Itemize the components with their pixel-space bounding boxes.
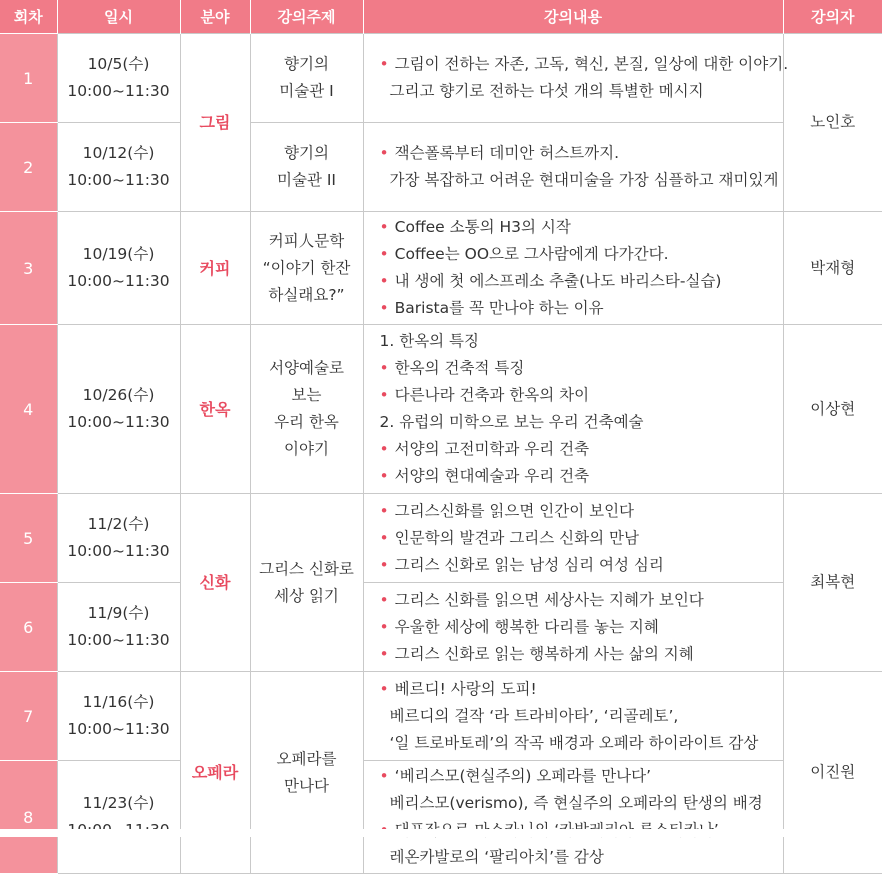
header-topic: 강의주제 <box>250 0 363 34</box>
session-date: 10/19(수) <box>82 245 155 263</box>
topic-line: 세상 읽기 <box>274 586 339 605</box>
field-label: 커피 <box>180 212 250 325</box>
content-text: 그리스 신화로 읽는 행복하게 사는 삶의 지혜 <box>394 644 694 663</box>
lecturer-name: 박재형 <box>783 212 882 325</box>
content-text: 베르디! 사랑의 도피! <box>394 679 537 698</box>
session-time: 10:00~11:30 <box>67 171 170 189</box>
field-label: 그림 <box>180 34 250 212</box>
content-text: 잭슨폴록부터 데미안 허스트까지. <box>394 144 620 162</box>
content-text: Coffee는 OO으로 그사람에게 다가간다. <box>394 245 669 263</box>
content-text: Barista를 꼭 만나야 하는 이유 <box>394 299 604 317</box>
content-line <box>380 268 783 295</box>
bullet-dot-icon: • <box>379 501 389 520</box>
content-line <box>380 790 783 817</box>
topic-cell <box>250 494 363 672</box>
bullet-dot-icon: • <box>379 299 389 317</box>
content-text: 레온카발로의 ‘팔리아치’를 감상 <box>389 848 604 866</box>
header-lecturer: 강의자 <box>783 0 882 34</box>
bullet-dot-icon: • <box>379 55 389 73</box>
session-datetime <box>57 672 180 761</box>
content-text: 그리스 신화를 읽으면 세상사는 지혜가 보인다 <box>394 590 704 609</box>
content-line <box>380 552 783 579</box>
content-cell <box>363 672 783 761</box>
session-time: 10:00~11:30 <box>67 413 170 431</box>
session-row <box>0 123 882 212</box>
content-line <box>380 730 783 757</box>
content-text: 인문학의 발견과 그리스 신화의 만남 <box>394 528 639 547</box>
content-text: 다른나라 건축과 한옥의 차이 <box>394 386 590 404</box>
lecturer-name: 노인호 <box>783 34 882 212</box>
session-row <box>0 583 882 672</box>
content-line <box>380 355 783 382</box>
content-cell <box>363 123 783 212</box>
content-text: 베리스모(verismo), 즉 현실주의 오페라의 탄생의 배경 <box>389 794 763 812</box>
topic-line: 서양예술로 <box>269 359 344 377</box>
content-line <box>380 295 783 322</box>
session-datetime <box>57 34 180 123</box>
content-line <box>379 51 789 78</box>
session-number: 4 <box>0 325 57 494</box>
content-line <box>380 525 783 552</box>
session-datetime <box>57 212 180 325</box>
content-line <box>380 614 783 641</box>
lecturer-name: 이상현 <box>783 325 882 494</box>
session-row <box>0 494 882 583</box>
bullet-dot-icon: • <box>379 440 389 458</box>
content-line <box>380 498 783 525</box>
topic-cell <box>250 34 363 123</box>
bullet-dot-icon: • <box>379 617 389 636</box>
topic-line: 만나다 <box>284 776 329 795</box>
session-date: 10/12(수) <box>82 144 155 162</box>
topic-line: 하실래요?” <box>268 285 345 304</box>
content-cell <box>363 325 783 494</box>
bullet-dot-icon: • <box>379 359 389 377</box>
session-datetime <box>57 761 180 874</box>
session-row <box>0 34 882 123</box>
topic-line: 향기의 <box>284 55 329 73</box>
content-text: 서양의 고전미학과 우리 건축 <box>394 440 590 458</box>
content-line <box>380 436 783 463</box>
topic-cell <box>250 123 363 212</box>
session-number: 3 <box>0 212 57 325</box>
content-text: 우울한 세상에 행복한 다리를 놓는 지혜 <box>394 617 659 636</box>
session-datetime <box>57 494 180 583</box>
content-text: 그리스신화를 읽으면 인간이 보인다 <box>394 501 635 520</box>
session-row <box>0 761 882 874</box>
topic-cell <box>250 212 363 325</box>
topic-line: 미술관 I <box>279 82 334 100</box>
session-datetime <box>57 123 180 212</box>
topic-line: 보는 <box>291 386 322 404</box>
content-text: 가장 복잡하고 어려운 현대미술을 가장 심플하고 재미있게 <box>389 171 779 189</box>
bullet-dot-icon: • <box>379 272 389 290</box>
content-text: ‘베리스모(현실주의) 오페라를 만나다’ <box>394 767 652 785</box>
field-label: 한옥 <box>180 325 250 494</box>
session-date: 11/2(수) <box>87 515 150 533</box>
content-line <box>380 167 783 194</box>
content-text: ‘일 트로바토레’의 작곡 배경과 오페라 하이라이트 감상 <box>389 733 759 752</box>
header-content: 강의내용 <box>363 0 783 34</box>
session-row <box>0 212 882 325</box>
content-line <box>380 676 783 703</box>
content-text: 내 생에 첫 에스프레소 추출(나도 바리스타-실습) <box>394 272 722 290</box>
session-date: 11/23(수) <box>82 794 155 812</box>
topic-line: 우리 한옥 <box>274 413 339 431</box>
field-label: 신화 <box>180 494 250 672</box>
bullet-dot-icon: • <box>379 528 389 547</box>
lecturer-name: 최복현 <box>783 494 882 672</box>
topic-cell <box>250 325 363 494</box>
session-date: 11/9(수) <box>87 604 150 622</box>
topic-line: 미술관 II <box>277 171 336 189</box>
bullet-dot-icon: • <box>379 245 389 263</box>
session-date: 11/16(수) <box>82 693 155 711</box>
session-number: 8 <box>0 761 57 874</box>
session-time: 10:00~11:30 <box>67 82 170 100</box>
lecturer-name: 이진원 <box>783 672 882 874</box>
session-time: 10:00~11:30 <box>67 542 170 560</box>
content-line <box>380 703 783 730</box>
content-text: 베르디의 걸작 ‘라 트라비아타’, ‘리골레토’, <box>389 706 679 725</box>
content-line <box>380 587 783 614</box>
content-line <box>380 78 783 105</box>
content-line <box>380 763 783 790</box>
content-text: 한옥의 건축적 특징 <box>394 359 525 377</box>
session-number: 7 <box>0 672 57 761</box>
content-line <box>380 214 783 241</box>
topic-line: 이야기 <box>284 440 329 458</box>
content-line <box>380 140 783 167</box>
content-cell <box>363 583 783 672</box>
content-cell <box>363 34 789 123</box>
session-date: 10/5(수) <box>87 55 150 73</box>
bullet-dot-icon: • <box>379 679 389 698</box>
header-row <box>0 0 882 34</box>
session-datetime <box>57 583 180 672</box>
bullet-dot-icon: • <box>379 644 389 663</box>
topic-line: 커피人문학 <box>268 231 345 250</box>
content-line <box>380 409 783 436</box>
bullet-dot-icon: • <box>379 218 389 236</box>
content-line <box>380 382 783 409</box>
session-datetime <box>57 325 180 494</box>
content-text: 2. 유럽의 미학으로 보는 우리 건축예술 <box>379 413 644 431</box>
bullet-dot-icon: • <box>379 555 389 574</box>
content-text: 그리스 신화로 읽는 남성 심리 여성 심리 <box>394 555 664 574</box>
content-text: Coffee 소통의 H3의 시작 <box>394 218 571 236</box>
content-line <box>380 241 783 268</box>
topic-line: 그리스 신화로 <box>259 559 354 578</box>
field-label: 오페라 <box>180 672 250 874</box>
topic-line: “이야기 한잔 <box>262 258 351 277</box>
content-text: 서양의 현대예술과 우리 건축 <box>394 467 590 485</box>
header-session-no: 회차 <box>0 0 57 34</box>
page-bottom-margin <box>0 829 882 837</box>
header-field: 분야 <box>180 0 250 34</box>
content-line <box>380 844 783 871</box>
topic-line: 향기의 <box>284 144 329 162</box>
content-text: 그리고 향기로 전하는 다섯 개의 특별한 메시지 <box>389 82 704 100</box>
session-date: 10/26(수) <box>82 386 155 404</box>
session-row <box>0 672 882 761</box>
content-line <box>380 463 783 490</box>
bullet-dot-icon: • <box>379 590 389 609</box>
bullet-dot-icon: • <box>379 767 389 785</box>
content-line <box>380 641 783 668</box>
topic-cell <box>250 672 363 874</box>
content-text: 1. 한옥의 특징 <box>379 332 480 350</box>
session-number: 5 <box>0 494 57 583</box>
session-row <box>0 325 882 494</box>
header-datetime: 일시 <box>57 0 180 34</box>
session-number: 1 <box>0 34 57 123</box>
bullet-dot-icon: • <box>379 467 389 485</box>
bullet-dot-icon: • <box>379 144 389 162</box>
session-time: 10:00~11:30 <box>67 631 170 649</box>
content-line <box>380 328 783 355</box>
topic-line: 오페라를 <box>276 749 337 768</box>
session-time: 10:00~11:30 <box>67 272 170 290</box>
content-cell <box>363 761 783 874</box>
bullet-dot-icon: • <box>379 386 389 404</box>
content-cell <box>363 494 783 583</box>
session-number: 6 <box>0 583 57 672</box>
content-cell <box>363 212 783 325</box>
session-time: 10:00~11:30 <box>67 720 170 738</box>
session-number: 2 <box>0 123 57 212</box>
content-text: 그림이 전하는 자존, 고독, 혁신, 본질, 일상에 대한 이야기. <box>394 55 789 73</box>
